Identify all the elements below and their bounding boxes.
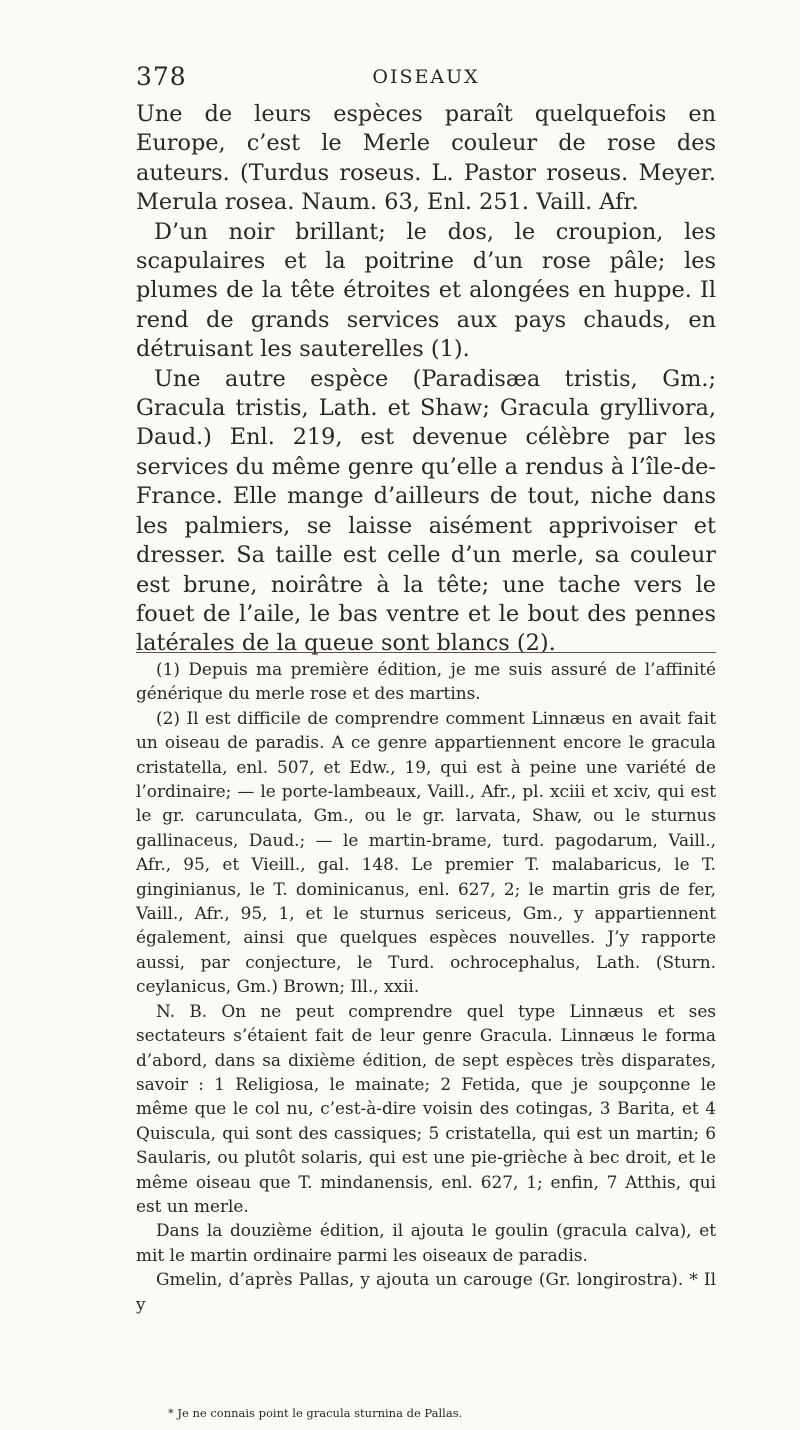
running-title: OISEAUX bbox=[372, 66, 480, 88]
footnote-gmelin: Gmelin, d’après Pallas, y ajouta un carouge (Gr. longirostra). * Il y bbox=[136, 1269, 716, 1314]
page-number: 378 bbox=[136, 62, 187, 91]
footnote-2: (2) Il est difficile de comprendre comment Linnæus en avait fait un oiseau de paradis. A ce genre appartiennent encore le gracula cristatella, enl. 507, et Edw., 19, qui est à peine une variété de l’ordinaire; — le porte-lambeaux, Vaill., Afr., pl. xciii et xciv, qui est le gr. carunculata, Gm., ou le gr. larvata, Shaw, ou le sturnus gallinaceus, Daud.; — le martin-brame, turd. pagodarum, Vaill., Afr., 95, et Vieill., gal. 148. Le premier T. malabaricus, le T. ginginianus, le T. dominicanus, enl. 627, 2; le martin gris de fer, Vaill., Afr., 95, 1, et le sturnus sericeus, Gm., y appartiennent également, ainsi que quelques espèces nouvelles. J’y rapporte aussi, par conjecture, le Turd. ochrocephalus, Lath. (Sturn. ceylanicus, Gm.) Brown; Ill., xxii. bbox=[136, 707, 716, 997]
paragraph-description: D’un noir brillant; le dos, le croupion, les scapulaires et la poitrine d’un rose pâle; les plumes de la tête étroites et alongées en huppe. Il rend de grands services aux pays chauds, en détruisant les sauterelles (1). bbox=[136, 218, 716, 363]
footnote-douzieme-edition: Dans la douzième édition, il ajouta le goulin (gracula calva), et mit le martin ordinaire parmi les oiseaux de paradis. bbox=[136, 1220, 716, 1265]
page-header bbox=[136, 62, 716, 98]
paragraph-merle-rose: Une de leurs espèces paraît quelquefois en Europe, c’est le Merle couleur de rose des auteurs. (Turdus roseus. L. Pastor roseus. Meyer. Merula rosea. Naum. 63, Enl. 251. Vaill. Afr. bbox=[136, 101, 716, 216]
paragraph-paradisaea-tristis: Une autre espèce (Paradisæa tristis, Gm.; Gracula tristis, Lath. et Shaw; Gracula gryllivora, Daud.) Enl. 219, est devenue célèbre par les services du même genre qu’elle a rendus à l’île-de-France. Elle mange d’ailleurs de tout, niche dans les palmiers, se laisse aisément apprivoiser et dresser. Sa taille est celle d’un merle, sa couleur est brune, noirâtre à la tête; une tache vers le fouet de l’aile, le bas ventre et le bout des pennes latérales de la queue sont blancs (2). bbox=[136, 365, 716, 657]
footnotes bbox=[136, 657, 716, 1316]
main-text bbox=[136, 100, 716, 659]
footnote-1: (1) Depuis ma première édition, je me suis assuré de l’affinité générique du merle rose et des martins. bbox=[136, 659, 716, 704]
asterisk-note bbox=[136, 1406, 716, 1420]
footnote-nb: N. B. On ne peut comprendre quel type Linnæus et ses sectateurs s’étaient fait de leur genre Gracula. Linnæus le forma d’abord, dans sa dixième édition, de sept espèces très disparates, savoir : 1 Religiosa, le mainate; 2 Fetida, que je soupçonne le même que le col nu, c’est-à-dire voisin des cotingas, 3 Barita, et 4 Quiscula, qui sont des cassiques; 5 cristatella, qui est un martin; 6 Saularis, ou plutôt solaris, qui est une pie-grièche à bec droit, et le même oiseau que T. mindanensis, enl. 627, 1; enfin, 7 Atthis, qui est un merle. bbox=[136, 1000, 716, 1216]
footnote-divider bbox=[136, 652, 716, 653]
asterisk-note-text: * Je ne connais point le gracula sturnina de Pallas. bbox=[168, 1406, 463, 1420]
